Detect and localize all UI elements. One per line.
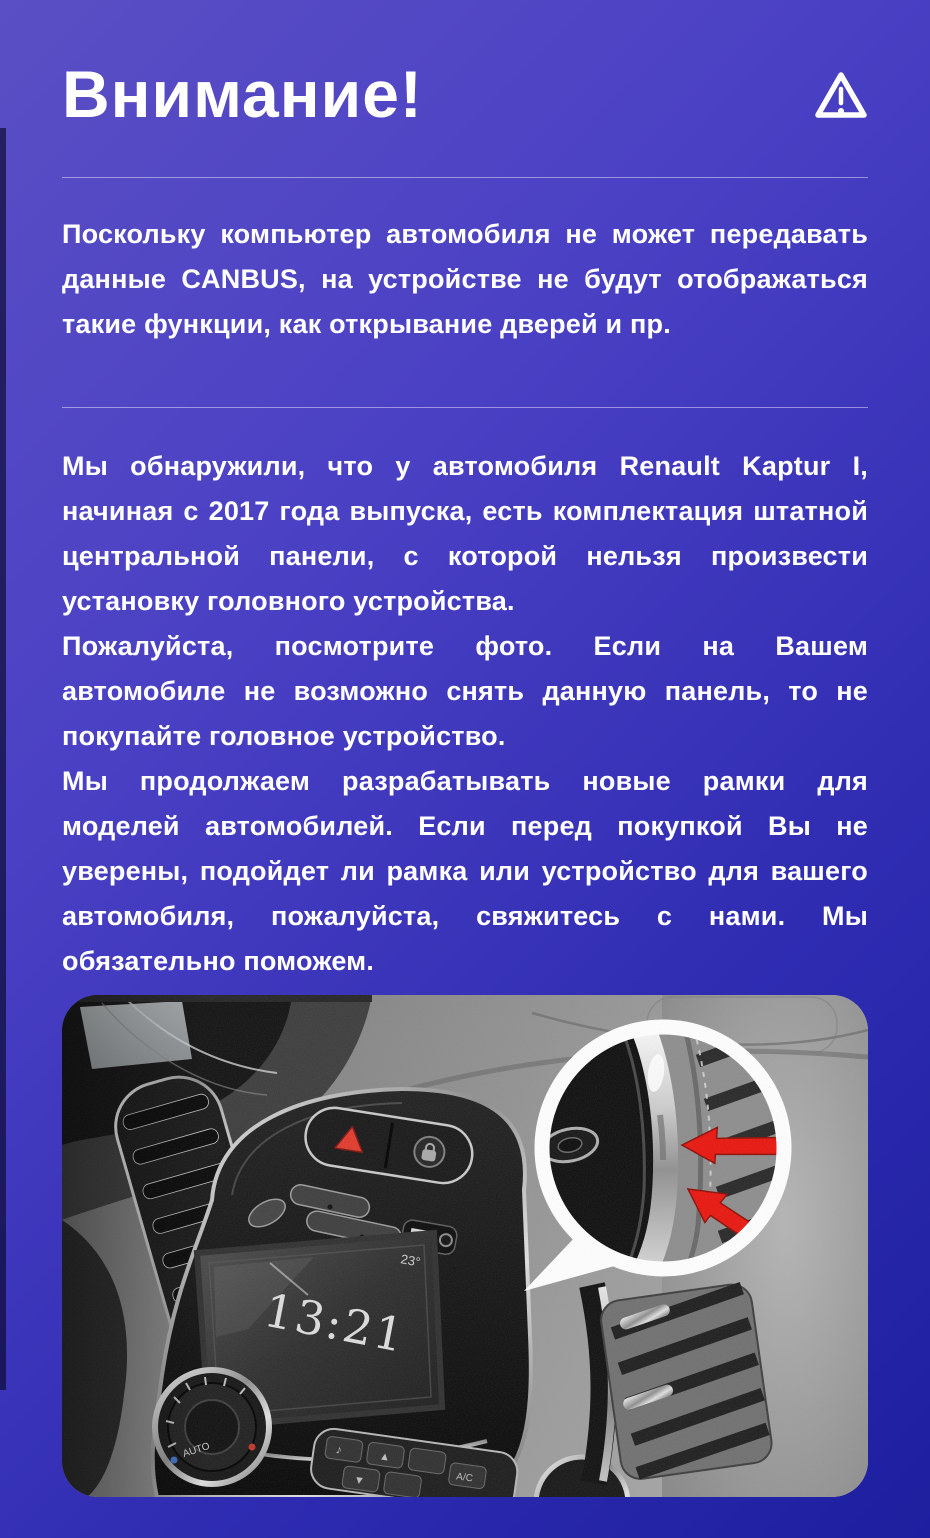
divider-top: [62, 177, 868, 178]
photo-vignette: [62, 995, 868, 1497]
paragraph-check-photo: Пожалуйста, посмотрите фото. Если на Вашем автомобиле не возможно снять данную панель, то не покупайте головное устройство.: [62, 631, 868, 751]
dashboard-photo-illustration: [62, 995, 868, 1497]
dashboard-photo: [62, 995, 868, 1497]
paragraph-frames: Мы продолжаем разрабатывать новые рамки для моделей автомобилей. Если перед покупкой Вы не уверены, подойдет ли рамка или устройство для вашего автомобиля, пожалуйста, свяжитесь с нами. Мы обязательно поможем.: [62, 766, 868, 976]
page-title: Внимание!: [62, 57, 423, 131]
paragraph-canbus: Поскольку компьютер автомобиля не может передавать данные CANBUS, на устройстве не будут отображаться такие функции, как открывание дверей и пр.: [62, 219, 868, 339]
divider-middle: [62, 407, 868, 408]
canbus-notice-block: [62, 212, 868, 347]
paragraph-kaptur: Мы обнаружили, что у автомобиля Renault Kaptur I, начиная с 2017 года выпуска, есть комплектация штатной центральной панели, с которой нельзя произвести установку головного устройства.: [62, 451, 868, 616]
kaptur-notice-block: [62, 444, 868, 984]
warning-triangle-icon: [812, 68, 870, 124]
left-edge-shadow: [0, 128, 6, 1390]
